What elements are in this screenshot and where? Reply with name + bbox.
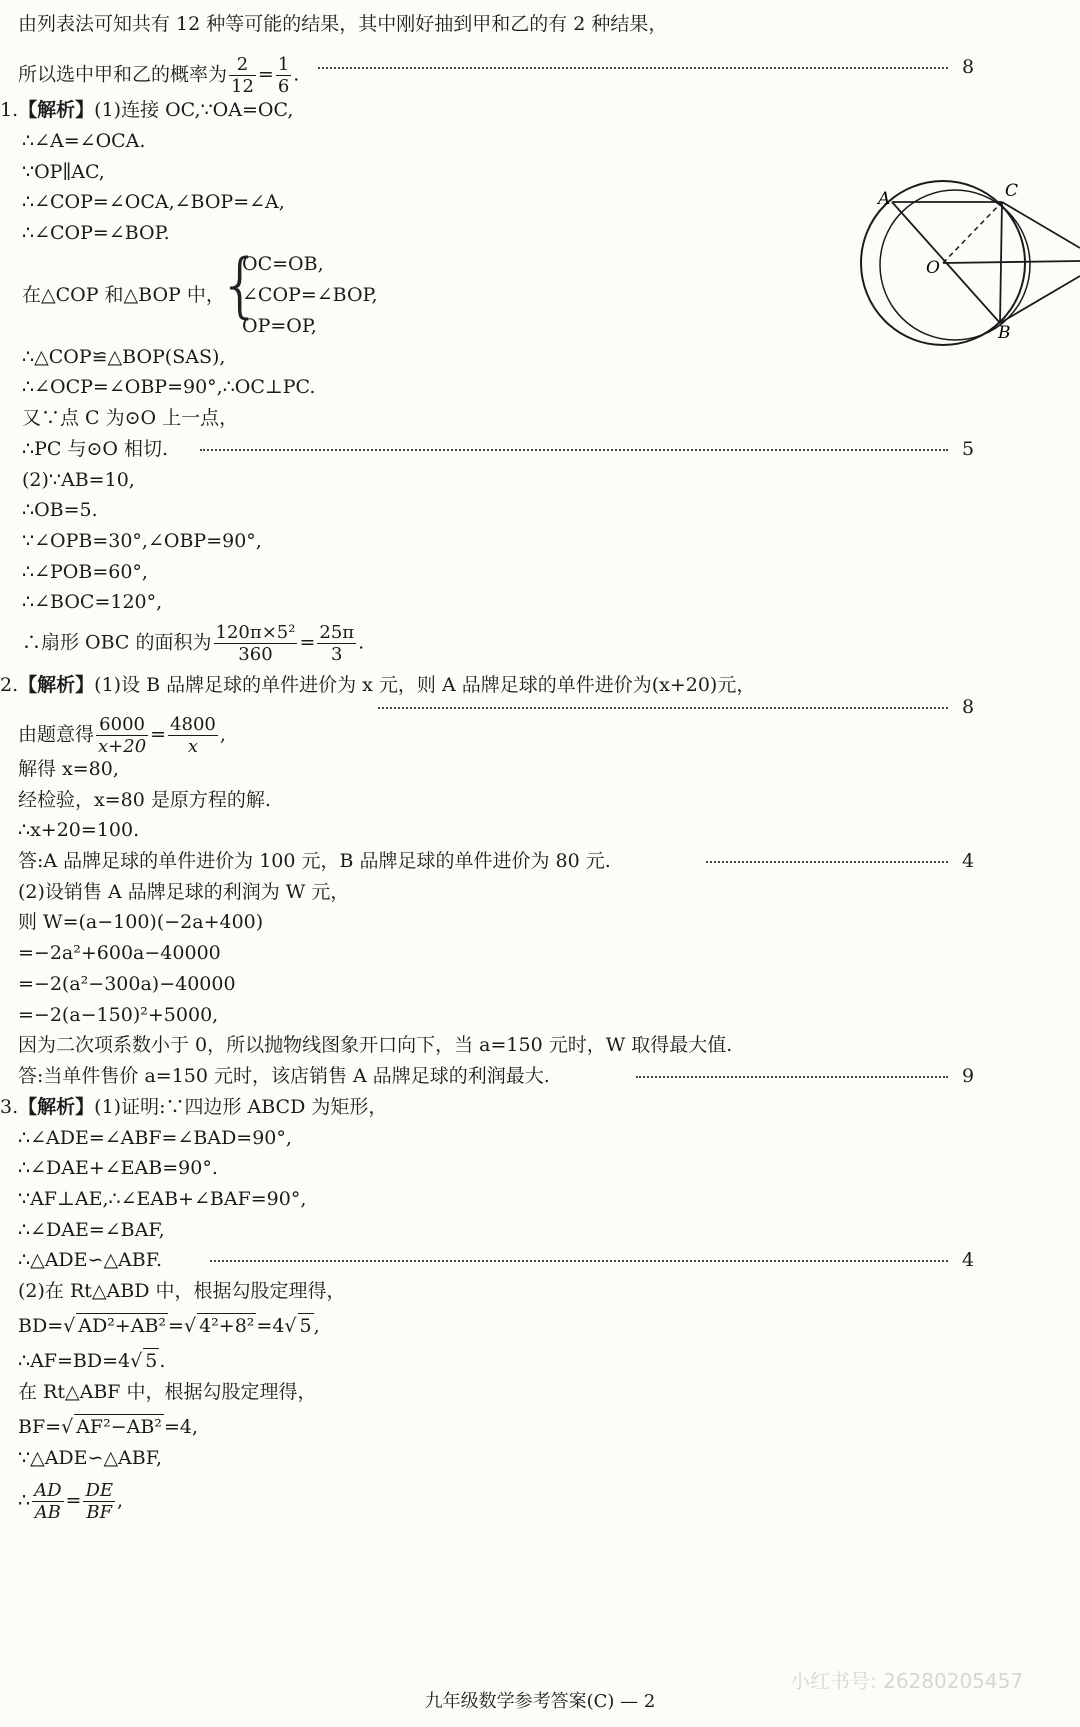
q22-line: =−2(a−150)²+5000, <box>18 1004 219 1026</box>
sector-area-line: ∴扇形 OBC 的面积为 $\frac{\text{120π×5²}}{360}$ = $\frac{25\pi}{3}$ . <box>22 622 365 665</box>
q22-line: 因为二次项系数小于 0，所以抛物线图象开口向下，当 a=150 元时，W 取得最大值. <box>18 1034 733 1056</box>
q22-equation-line: 由题意得 $\frac{6000}{x+20}$ = $\frac{4800}{x}$ , <box>18 714 226 757</box>
label-o: O <box>926 258 940 278</box>
probability-result-line: 由列表法可知共有 12 种等可能的结果，其中刚好抽到甲和乙的有 2 种结果， <box>18 13 668 35</box>
label-b: B <box>998 323 1011 343</box>
equation-fraction-left: $\frac{6000}{x+20}$ <box>98 714 147 757</box>
tangent-pc <box>1002 202 1080 248</box>
bd-sqrt-line: BD=√ AD²+AB² =√ 4²+8² =4√ 5 , <box>18 1315 320 1337</box>
q21-line: 又∵点 C 为⊙O 上一点， <box>22 407 239 429</box>
score-leader-dots <box>200 449 948 451</box>
fraction-1-6: $\frac{1}{6}$ <box>277 54 290 97</box>
q21-line: ∴∠POB=60°, <box>22 561 148 583</box>
q21-line: ∴∠COP=∠OCA,∠BOP=∠A, <box>22 191 285 213</box>
q22-line: 解得 x=80, <box>18 758 119 780</box>
score-leader-dots <box>378 707 948 709</box>
score-mark: 4 <box>962 1249 975 1271</box>
q23-line: ∴∠ADE=∠ABF=∠BAD=90°, <box>18 1127 292 1149</box>
q21-line: ∴∠OCP=∠OBP=90°,∴OC⊥PC. <box>22 376 316 398</box>
q22-line: ∴x+20=100. <box>18 819 140 841</box>
q21-line: ∵∠OPB=30°,∠OBP=90°, <box>22 530 262 552</box>
q21-line: ∴OB=5. <box>22 499 98 521</box>
segment-oc-dashed <box>943 202 1002 263</box>
q22-header: 2.【解析】(1)设 B 品牌足球的单件进价为 x 元，则 A 品牌足球的单件进价为(x+20)元， <box>0 674 756 696</box>
system-eq: OP=OP, <box>242 315 317 337</box>
label-a: A <box>878 189 891 209</box>
q21-line: ∴∠BOC=120°, <box>22 591 163 613</box>
score-mark: 8 <box>962 56 975 78</box>
q21-line: ∴∠COP=∠BOP. <box>22 222 170 244</box>
q22-line: (2)设销售 A 品牌足球的利润为 W 元， <box>18 881 350 903</box>
q22-line: 则 W=(a−100)(−2a+400) <box>18 911 264 933</box>
q22-line: 答:A 品牌足球的单件进价为 100 元，B 品牌足球的单件进价为 80 元. <box>18 850 611 872</box>
q23-line: ∴△ADE∽△ABF. <box>18 1249 163 1271</box>
segment-op <box>943 261 1080 263</box>
equation-fraction-right: $\frac{4800}{x}$ <box>170 714 216 757</box>
system-eq: OC=OB, <box>242 253 324 275</box>
af-line: ∴AF=BD=4√ 5 . <box>18 1350 166 1372</box>
tangent-pb <box>1000 276 1080 323</box>
q21-system-label: 在△COP 和△BOP 中， <box>22 284 225 306</box>
bf-sqrt-line: BF=√ AF²−AB² =4, <box>18 1416 198 1438</box>
score-leader-dots <box>706 861 948 863</box>
fraction-2-12: $\frac{2}{12}$ <box>231 54 254 97</box>
area-fraction: $\frac{\text{120π×5²}}{360}$ <box>215 622 296 665</box>
score-mark: 8 <box>962 696 975 718</box>
score-leader-dots <box>636 1076 948 1078</box>
area-result-fraction: $\frac{25\pi}{3}$ <box>319 622 355 665</box>
ratio-fraction-left: $\frac{AD}{AB}$ <box>34 1480 62 1523</box>
q21-line: ∴PC 与⊙O 相切. <box>22 438 169 460</box>
system-brace: { <box>218 244 263 326</box>
page-footer: 九年级数学参考答案(C) — 2 <box>424 1691 656 1712</box>
q21-line: ∴∠A=∠OCA. <box>22 130 146 152</box>
score-mark: 9 <box>962 1065 975 1087</box>
score-mark: 4 <box>962 850 975 872</box>
label-c: C <box>1005 181 1019 201</box>
q22-line: 答:当单件售价 a=150 元时，该店销售 A 品牌足球的利润最大. <box>18 1065 550 1087</box>
q21-line: ∴△COP≌△BOP(SAS), <box>22 346 226 368</box>
system-eq: ∠COP=∠BOP, <box>242 284 378 306</box>
q23-line: 在 Rt△ABF 中，根据勾股定理得， <box>18 1381 317 1403</box>
q23-line: ∵AF⊥AE,∴∠EAB+∠BAF=90°, <box>18 1188 307 1210</box>
probability-answer-line: 所以选中甲和乙的概率为 $\frac{2}{12}$ = $\frac{1}{6}$ . <box>18 54 300 97</box>
q22-line: =−2a²+600a−40000 <box>18 942 221 964</box>
score-mark: 5 <box>962 438 975 460</box>
circle-tangent-figure <box>840 178 1080 358</box>
q21-header: 1.【解析】(1)连接 OC,∵OA=OC, <box>0 99 294 121</box>
ratio-fraction-right: $\frac{DE}{BF}$ <box>85 1480 114 1523</box>
q23-line: (2)在 Rt△ABD 中，根据勾股定理得， <box>18 1280 346 1302</box>
q23-header: 3.【解析】(1)证明:∵四边形 ABCD 为矩形， <box>0 1096 388 1118</box>
q21-line: ∵OP∥AC, <box>22 161 105 183</box>
watermark: 小红书号: 26280205457 <box>790 1669 1024 1693</box>
q22-line: =−2(a²−300a)−40000 <box>18 973 236 995</box>
score-leader-dots <box>318 67 948 69</box>
score-leader-dots <box>210 1260 948 1262</box>
q23-line: ∵△ADE∽△ABF, <box>18 1447 163 1469</box>
q23-line: ∴∠DAE+∠EAB=90°. <box>18 1157 218 1179</box>
q23-line: ∴∠DAE=∠BAF, <box>18 1219 165 1241</box>
ratio-line: ∴ $\frac{AD}{AB}$ = $\frac{DE}{BF}$ , <box>18 1480 124 1523</box>
q21-line: (2)∵AB=10, <box>22 469 135 491</box>
q22-line: 经检验，x=80 是原方程的解. <box>18 789 271 811</box>
